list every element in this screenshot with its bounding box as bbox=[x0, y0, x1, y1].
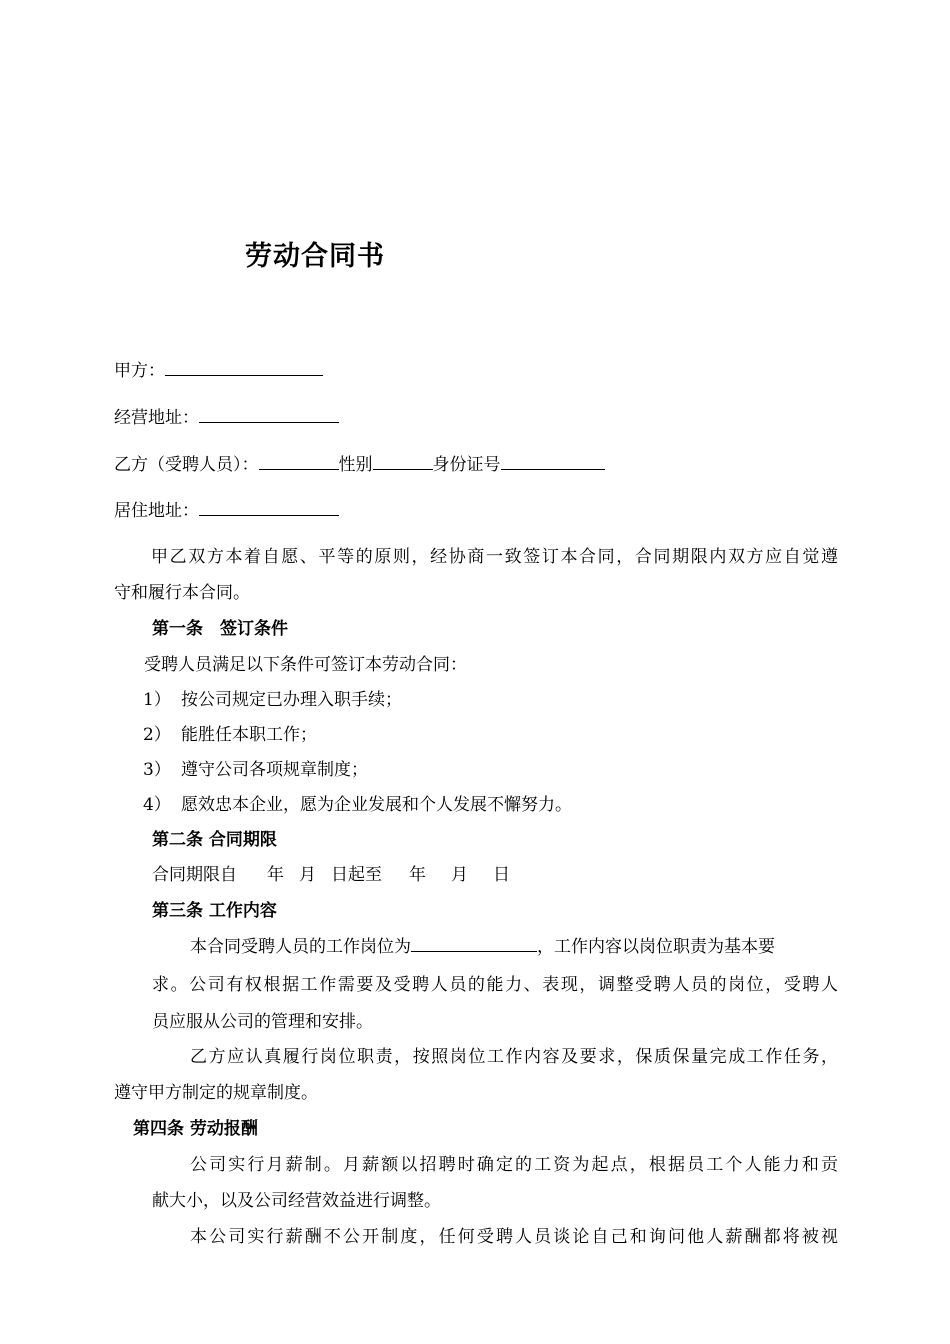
list-item bbox=[143, 790, 572, 815]
party-b-label: 乙方（受聘人员）： bbox=[114, 455, 259, 475]
list-item-number: 2） bbox=[143, 725, 171, 745]
party-b-line bbox=[114, 450, 605, 475]
list-item-text: 愿效忠本企业，愿为企业发展和个人发展不懈努力。 bbox=[181, 795, 572, 815]
term-day-2: 日 bbox=[493, 865, 510, 885]
article-3-heading: 第三条 工作内容 bbox=[152, 901, 277, 921]
article-1-heading: 第一条 签订条件 bbox=[152, 619, 288, 639]
article-2-heading: 第二条 合同期限 bbox=[152, 830, 277, 850]
term-from-label: 合同期限自 bbox=[152, 865, 237, 885]
list-item-text: 按公司规定已办理入职手续； bbox=[181, 690, 402, 710]
list-item-text: 遵守公司各项规章制度； bbox=[181, 760, 368, 780]
list-item-number: 3） bbox=[143, 760, 171, 780]
party-a-label: 甲方： bbox=[114, 361, 165, 381]
list-item-number: 4） bbox=[143, 795, 171, 815]
article-3-p1-line-3: 员应服从公司的管理和安排。 bbox=[152, 1012, 373, 1032]
list-item bbox=[143, 685, 402, 710]
party-b-name-blank bbox=[259, 455, 339, 470]
gender-label: 性别 bbox=[338, 455, 373, 475]
job-position-blank bbox=[411, 937, 537, 952]
article-3-p2-line-2: 遵守甲方制定的规章制度。 bbox=[114, 1083, 318, 1103]
term-month-2: 月 bbox=[451, 865, 468, 885]
job-position-label: 本合同受聘人员的工作岗位为 bbox=[190, 937, 411, 957]
term-year-2: 年 bbox=[409, 865, 426, 885]
residence-blank bbox=[199, 501, 339, 516]
article-4-p1-line-1: 公司实行月薪制。月薪额以招聘时确定的工资为起点，根据员工个人能力和贡 bbox=[190, 1155, 838, 1175]
intro-line-1: 甲乙双方本着自愿、平等的原则，经协商一致签订本合同，合同期限内双方应自觉遵 bbox=[151, 547, 838, 567]
term-day-to-label: 日起至 bbox=[331, 865, 382, 885]
list-item-number: 1） bbox=[143, 690, 171, 710]
article-1-lead: 受聘人员满足以下条件可签订本劳动合同： bbox=[144, 655, 467, 675]
residence-line bbox=[114, 496, 339, 521]
term-year-1: 年 bbox=[267, 865, 284, 885]
article-3-p1-line-2: 求。公司有权根据工作需要及受聘人员的能力、表现，调整受聘人员的岗位，受聘人 bbox=[152, 975, 838, 995]
article-3-p2-line-1: 乙方应认真履行岗位职责，按照岗位工作内容及要求，保质保量完成工作任务， bbox=[190, 1047, 838, 1067]
gender-blank bbox=[373, 455, 433, 470]
list-item-text: 能胜任本职工作； bbox=[181, 725, 317, 745]
job-position-text: ，工作内容以岗位职责为基本要 bbox=[537, 937, 775, 957]
intro-line-2: 守和履行本合同。 bbox=[114, 583, 250, 603]
id-number-label: 身份证号 bbox=[432, 455, 501, 475]
contract-term-line bbox=[152, 860, 510, 885]
business-address-blank bbox=[199, 408, 339, 423]
residence-label: 居住地址： bbox=[114, 501, 199, 521]
list-item bbox=[143, 720, 317, 745]
article-4-heading: 第四条 劳动报酬 bbox=[133, 1119, 258, 1139]
business-address-label: 经营地址： bbox=[114, 408, 199, 428]
term-month-1: 月 bbox=[299, 865, 316, 885]
business-address-line bbox=[114, 403, 339, 428]
party-a-blank bbox=[165, 361, 323, 376]
party-a-line bbox=[114, 356, 323, 381]
article-4-p2-line-1: 本公司实行薪酬不公开制度，任何受聘人员谈论自己和询问他人薪酬都将被视 bbox=[190, 1227, 838, 1247]
list-item bbox=[143, 755, 368, 780]
id-number-blank bbox=[501, 455, 605, 470]
document-title: 劳动合同书 bbox=[245, 241, 385, 272]
article-3-p1-line-1 bbox=[190, 932, 775, 957]
article-4-p1-line-2: 献大小，以及公司经营效益进行调整。 bbox=[152, 1191, 441, 1211]
